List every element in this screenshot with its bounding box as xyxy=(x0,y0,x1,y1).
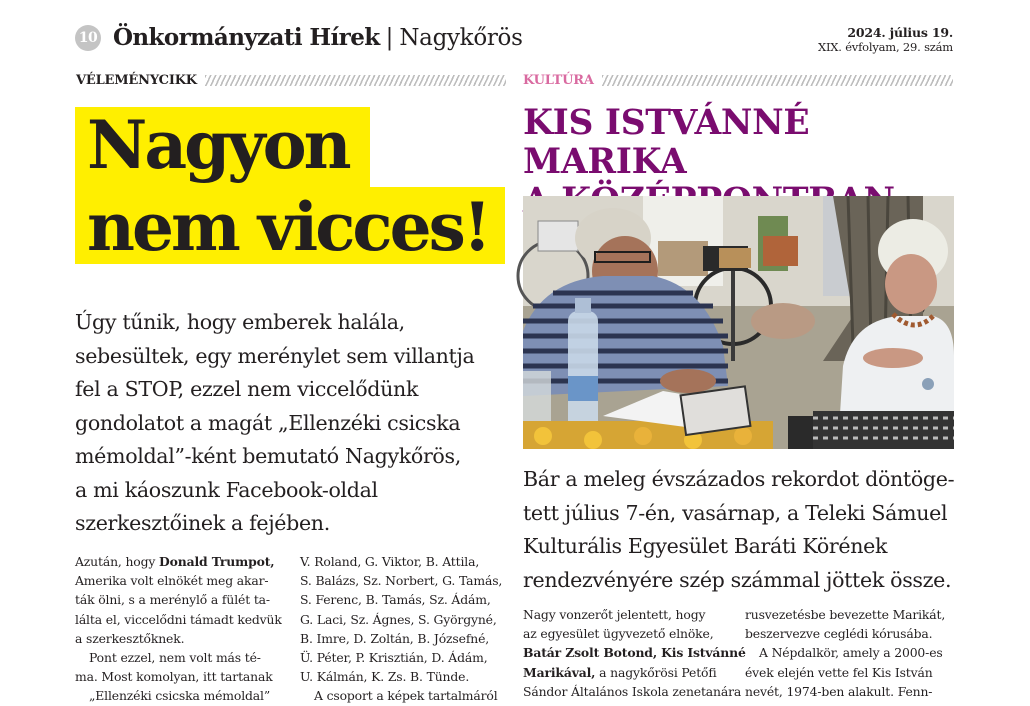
body-line: U. Kálmán, K. Zs. B. Tünde. xyxy=(300,669,470,685)
body-line: Marikával, a nagykőrösi Petőfi xyxy=(523,664,717,680)
section-label-opinion: VÉLEMÉNYCIKK xyxy=(76,72,197,88)
headline-line-2: nem vicces! xyxy=(75,187,505,264)
masthead xyxy=(113,22,523,54)
lead-line: Bár a meleg évszázados rekordot döntöge- xyxy=(523,467,955,491)
section-bar-culture xyxy=(523,72,953,88)
section-bar-opinion xyxy=(76,72,506,88)
body-line: G. Laci, Sz. Ágnes, S. Györgyné, xyxy=(300,611,497,627)
body-line: ták ölni, s a merénylő a fülét ta- xyxy=(75,592,270,608)
body-line-cut: „Ellenzéki csicska mémoldal” xyxy=(89,688,271,704)
body-line: Nagy vonzerőt jelentett, hogy xyxy=(523,607,706,622)
bold-name: Donald Trumpot, xyxy=(159,554,275,569)
masthead-separator: | xyxy=(385,25,394,51)
culture-body-column-1 xyxy=(523,605,746,699)
opinion-body-column-2 xyxy=(300,552,508,704)
section-stripe-divider xyxy=(602,75,953,86)
section-label-culture: KULTÚRA xyxy=(523,72,594,88)
opinion-body-column-1 xyxy=(75,552,293,704)
body-line: Pont ezzel, nem volt más té- xyxy=(89,650,261,666)
town-name: Nagykőrös xyxy=(399,25,523,51)
body-line: évek elején vette fel Kis István xyxy=(745,664,933,680)
body-line: a szerkesztőknek. xyxy=(75,630,185,646)
issue-date: 2024. július 19. xyxy=(847,25,953,40)
lead-line: Kulturális Egyesület Baráti Körének xyxy=(523,534,888,558)
article-photo xyxy=(523,196,954,449)
lead-line: rendezvényére szép számmal jöttek össze. xyxy=(523,567,952,592)
lead-line: tett július 7-én, vasárnap, a Teleki Sámuel xyxy=(523,500,948,525)
headline-line-1: Nagyon xyxy=(75,107,370,187)
culture-lead-paragraph xyxy=(523,463,963,597)
publication-title: Önkormányzati Hírek xyxy=(113,24,380,51)
opinion-headline xyxy=(75,107,505,264)
issue-number: XIX. évfolyam, 29. szám xyxy=(817,40,953,54)
lead-line: a mi káoszunk Facebook-oldal xyxy=(75,477,378,502)
body-line: Azután, hogy Donald Trumpot, xyxy=(75,554,275,569)
lead-line: gondolatot a magát „Ellenzéki csicska xyxy=(75,410,461,435)
body-line: Amerika volt elnökét meg akar- xyxy=(75,573,269,589)
body-line: B. Imre, D. Zoltán, B. Józsefné, xyxy=(300,630,490,646)
lead-line: fel a STOP, ezzel nem viccelődünk xyxy=(75,377,419,401)
body-line: V. Roland, G. Viktor, B. Attila, xyxy=(300,554,480,569)
lead-line: Úgy tűnik, hogy emberek halála, xyxy=(75,310,405,334)
body-line: ma. Most komolyan, itt tartanak xyxy=(75,669,273,685)
body-line: rusvezetésbe bevezette Marikát, xyxy=(745,607,946,622)
body-line: beszervezve ceglédi kórusába. xyxy=(745,626,933,642)
body-line-cut: Sándor Általános Iskola zenetanára xyxy=(523,683,742,699)
headline-line-1: KIS ISTVÁNNÉ MARIKA xyxy=(523,103,810,182)
bold-names: Batár Zsolt Botond, Kis Istvánné xyxy=(523,645,746,661)
culture-body-column-2 xyxy=(745,605,955,699)
lead-line: szerkesztőinek a fejében. xyxy=(75,511,330,535)
body-line-cut: nevét, 1974-ben alakult. Fenn- xyxy=(745,683,933,699)
page-number-badge: 10 xyxy=(75,25,101,51)
body-line-cut: A csoport a képek tartalmáról xyxy=(314,688,498,704)
lead-line: mémoldal”-ként bemutató Nagykőrös, xyxy=(75,444,461,468)
lead-line: sebesültek, egy merénylet sem villantja xyxy=(75,343,475,368)
body-line: A Népdalkör, amely a 2000-es xyxy=(759,645,943,661)
body-line: S. Ferenc, B. Tamás, Sz. Ádám, xyxy=(300,592,491,608)
dateline xyxy=(818,26,953,54)
body-line: az egyesület ügyvezető elnöke, xyxy=(523,626,714,642)
opinion-lead-paragraph xyxy=(75,306,515,541)
body-line: Ü. Péter, P. Krisztián, D. Ádám, xyxy=(300,650,488,666)
body-line: lálta el, viccelődni támadt kedvük xyxy=(75,611,282,627)
body-line: S. Balázs, Sz. Norbert, G. Tamás, xyxy=(300,573,503,589)
photo-illustration xyxy=(523,196,954,449)
section-stripe-divider xyxy=(205,75,506,86)
